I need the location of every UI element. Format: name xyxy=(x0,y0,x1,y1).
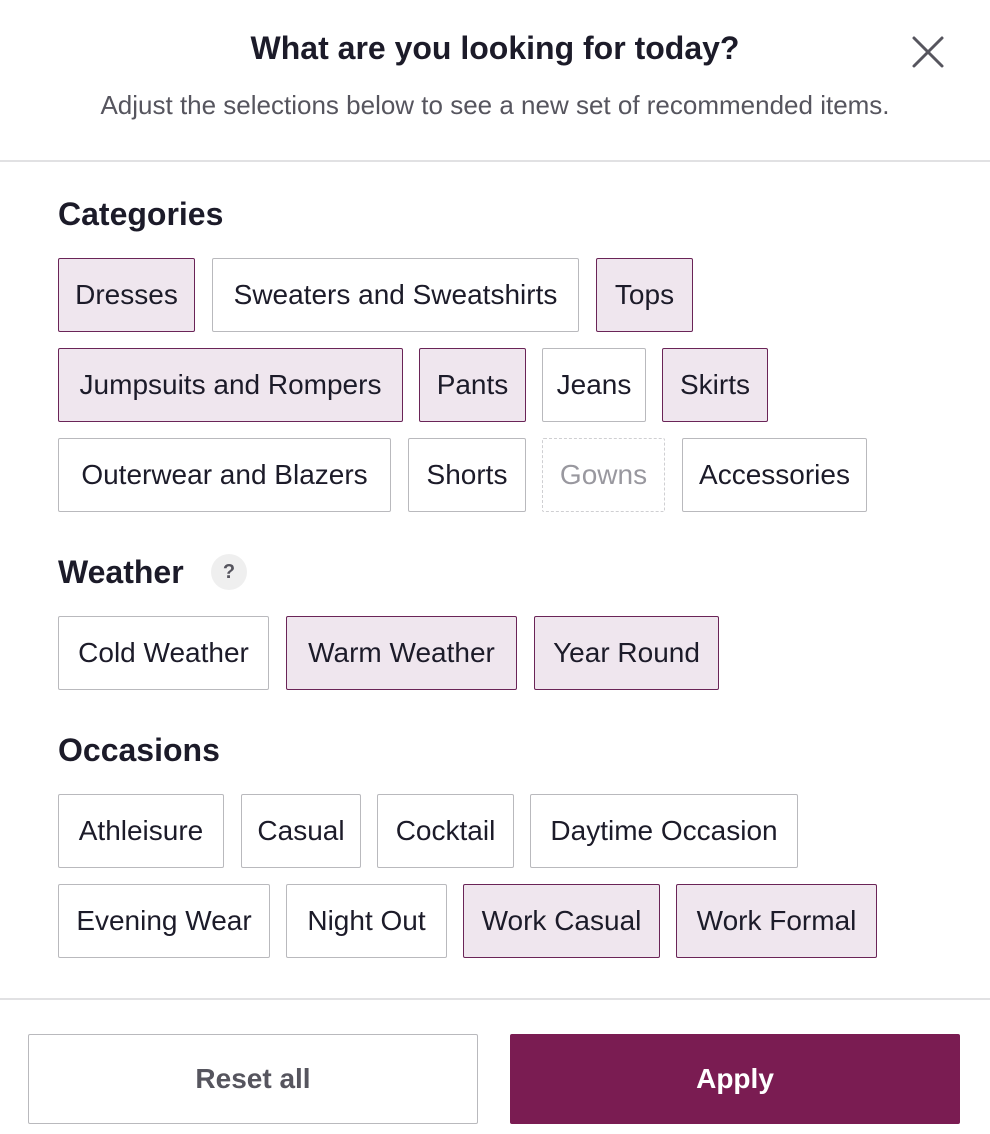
weather-heading: Weather xyxy=(58,554,184,590)
chip-label: Accessories xyxy=(699,459,850,490)
modal-subtitle: Adjust the selections below to see a new set of recommended items. xyxy=(100,90,890,120)
chip-category xyxy=(542,438,665,512)
chip-occasion[interactable] xyxy=(241,794,361,868)
chip-occasion[interactable] xyxy=(377,794,514,868)
chip-label: Athleisure xyxy=(78,815,204,846)
chip-label: Pants xyxy=(436,369,509,400)
chip-weather[interactable] xyxy=(286,616,517,690)
chip-label: Outerwear and Blazers xyxy=(81,459,368,490)
chip-label: Work Formal xyxy=(696,905,857,936)
modal-title: What are you looking for today? xyxy=(250,30,740,66)
chip-label: Jumpsuits and Rompers xyxy=(79,369,382,400)
chip-label: Gowns xyxy=(559,459,648,490)
chip-label: Skirts xyxy=(680,369,750,400)
chip-occasion[interactable] xyxy=(530,794,798,868)
modal-header xyxy=(0,0,990,162)
chip-label: Work Casual xyxy=(481,905,642,936)
chip-label: Shorts xyxy=(426,459,508,490)
chip-label: Cocktail xyxy=(395,815,496,846)
chip-category[interactable] xyxy=(596,258,693,332)
chip-label: Night Out xyxy=(307,905,426,936)
chip-label: Jeans xyxy=(556,369,632,400)
categories-heading: Categories xyxy=(58,196,224,232)
chip-label: Sweaters and Sweatshirts xyxy=(233,279,558,310)
chip-category[interactable] xyxy=(662,348,768,422)
chip-label: Year Round xyxy=(553,637,700,668)
chip-category[interactable] xyxy=(58,258,195,332)
chip-occasion[interactable] xyxy=(58,794,224,868)
chip-category[interactable] xyxy=(408,438,526,512)
reset-all-button[interactable]: Reset all xyxy=(28,1034,478,1124)
apply-button[interactable]: Apply xyxy=(510,1034,960,1124)
chip-label: Warm Weather xyxy=(308,637,495,668)
chip-weather[interactable] xyxy=(58,616,269,690)
help-icon[interactable]: ? xyxy=(211,554,247,590)
chip-category[interactable] xyxy=(58,438,391,512)
chip-label: Evening Wear xyxy=(76,905,252,936)
chip-label: Casual xyxy=(257,815,345,846)
chip-label: Tops xyxy=(614,279,675,310)
chip-category[interactable] xyxy=(212,258,579,332)
chip-label: Cold Weather xyxy=(78,637,249,668)
occasions-heading: Occasions xyxy=(58,732,220,768)
chip-occasion[interactable] xyxy=(463,884,660,958)
chip-category[interactable] xyxy=(542,348,646,422)
chip-weather[interactable] xyxy=(534,616,719,690)
chip-occasion[interactable] xyxy=(58,884,270,958)
chip-occasion[interactable] xyxy=(676,884,877,958)
chip-occasion[interactable] xyxy=(286,884,447,958)
chip-category[interactable] xyxy=(58,348,403,422)
chip-label: Dresses xyxy=(75,279,178,310)
modal-footer xyxy=(0,998,990,1134)
chip-category[interactable] xyxy=(419,348,526,422)
chip-category[interactable] xyxy=(682,438,867,512)
chip-label: Daytime Occasion xyxy=(550,815,778,846)
close-icon[interactable] xyxy=(906,30,950,74)
